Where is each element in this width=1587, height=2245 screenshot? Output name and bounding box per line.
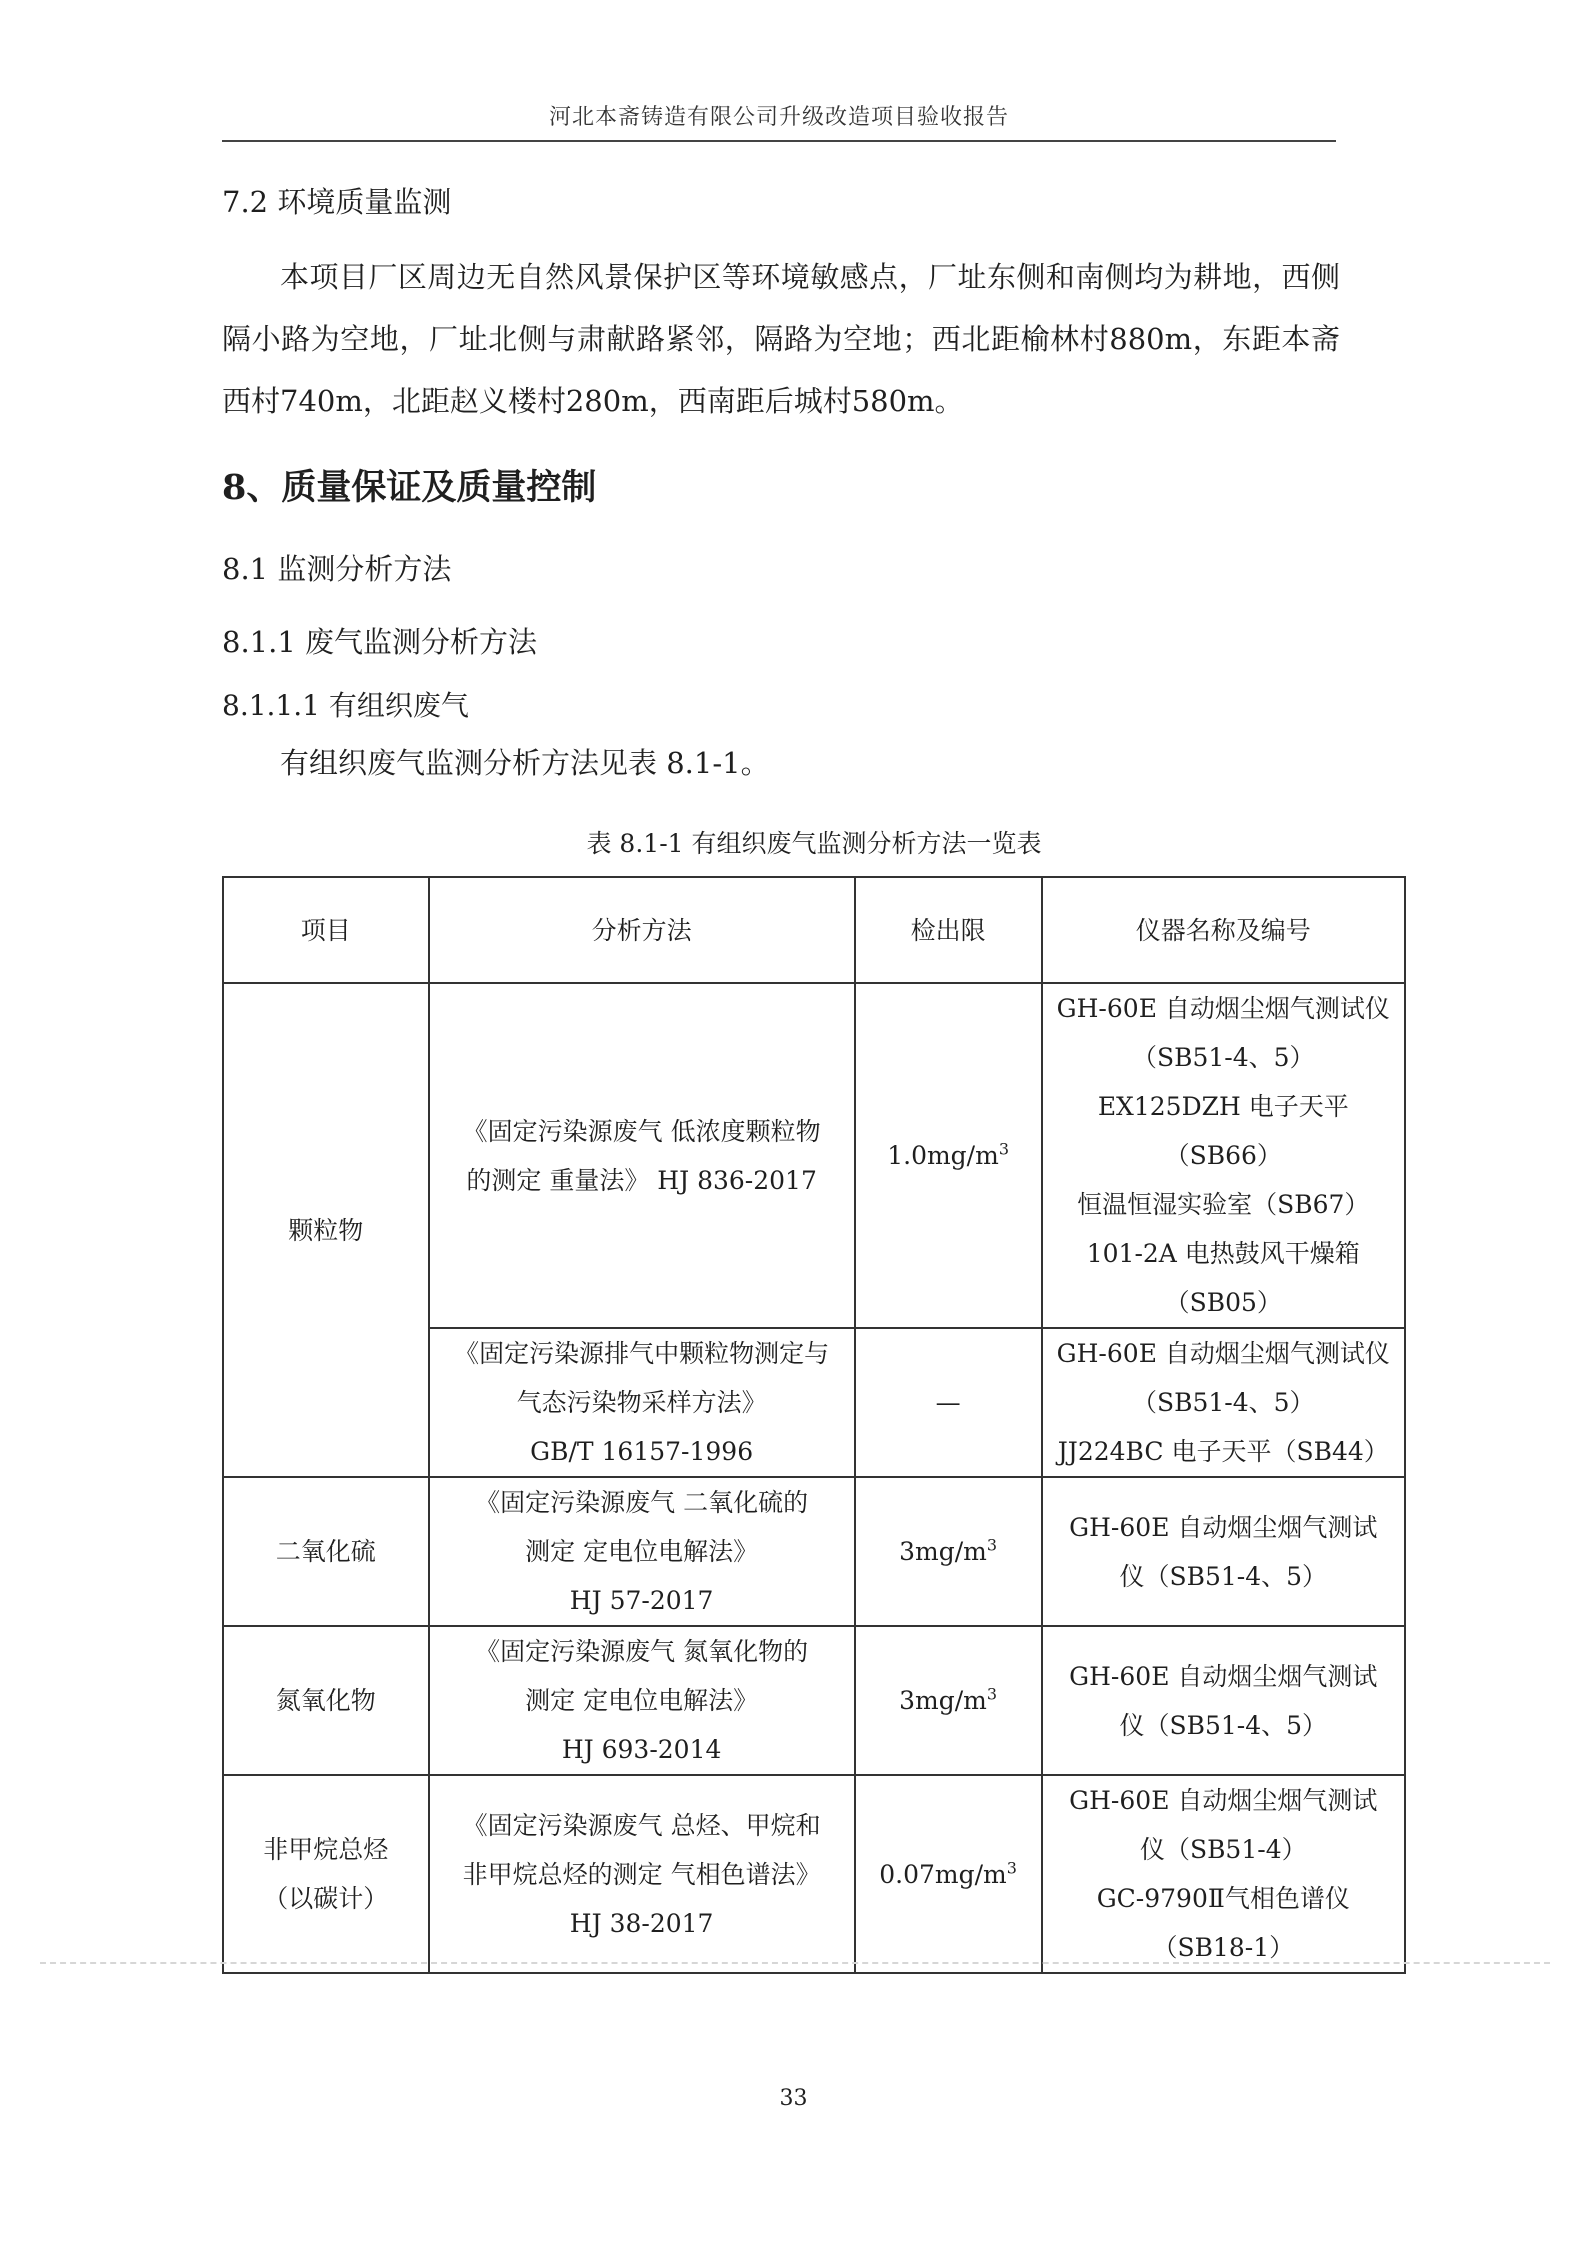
table-row bbox=[223, 1626, 1405, 1775]
method-line: HJ 693-2014 bbox=[561, 1735, 722, 1764]
limit-value: 3mg/m bbox=[899, 1537, 987, 1566]
limit-value: 1.0mg/m bbox=[887, 1141, 999, 1170]
instrument-line: GH-60E 自动烟尘烟气测试仪 bbox=[1056, 994, 1390, 1023]
cell-instruments bbox=[1042, 1775, 1405, 1973]
limit-exponent: 3 bbox=[998, 1139, 1010, 1159]
instrument-line: 仪（SB51-4） bbox=[1139, 1835, 1307, 1864]
method-line: 气态污染物采样方法》 bbox=[516, 1388, 767, 1417]
limit-value: 3mg/m bbox=[899, 1686, 987, 1715]
instrument-line: JJ224BC 电子天平（SB44） bbox=[1057, 1437, 1389, 1466]
running-header: 河北本斋铸造有限公司升级改造项目验收报告 bbox=[548, 105, 1009, 130]
header-item: 项目 bbox=[223, 877, 429, 983]
instrument-line: GH-60E 自动烟尘烟气测试 bbox=[1069, 1661, 1378, 1691]
table-caption: 表 8.1-1 有组织废气监测分析方法一览表 bbox=[586, 829, 1042, 858]
limit-exponent: 3 bbox=[1006, 1858, 1017, 1878]
cell-instruments bbox=[1042, 1328, 1405, 1477]
limit-value: 0.07mg/m bbox=[879, 1859, 1007, 1889]
section-8-1-1-title: 8.1.1 废气监测分析方法 bbox=[222, 625, 538, 659]
instrument-line: GH-60E 自动烟尘烟气测试 bbox=[1069, 1512, 1378, 1542]
section-8-1-title: 8.1 监测分析方法 bbox=[222, 552, 452, 586]
item-line: （以碳计） bbox=[263, 1884, 389, 1913]
section-8-1-1-1-paragraph: 有组织废气监测分析方法见表 8.1-1。 bbox=[280, 746, 770, 780]
method-line: 非甲烷总烃的测定 气相色谱法》 bbox=[462, 1859, 821, 1889]
cell-limit bbox=[855, 1626, 1042, 1775]
item-line: 非甲烷总烃 bbox=[263, 1835, 389, 1864]
cell-method bbox=[429, 1328, 855, 1477]
cell-method bbox=[429, 1775, 855, 1973]
cell-limit bbox=[855, 1775, 1042, 1973]
section-8-1-1-1-title: 8.1.1.1 有组织废气 bbox=[222, 689, 469, 722]
instrument-line: EX125DZH 电子天平（SB66） bbox=[1097, 1092, 1349, 1170]
method-line: 《固定污染源废气 低浓度颗粒物 bbox=[462, 1116, 821, 1146]
instrument-line: （SB51-4、5） bbox=[1131, 1043, 1315, 1072]
cell-limit bbox=[855, 983, 1042, 1328]
method-line: 《固定污染源废气 二氧化硫的 bbox=[475, 1488, 809, 1517]
table-row bbox=[223, 1477, 1405, 1626]
section-8-title: 8、质量保证及质量控制 bbox=[222, 467, 597, 508]
cell-method bbox=[429, 1626, 855, 1775]
instrument-line: GC-9790Ⅱ气相色谱仪 bbox=[1096, 1884, 1350, 1913]
cell-limit bbox=[855, 1477, 1042, 1626]
cell-instruments bbox=[1042, 1477, 1405, 1626]
instrument-line: 仪（SB51-4、5） bbox=[1119, 1561, 1328, 1591]
page-number: 33 bbox=[779, 2086, 808, 2111]
cell-item-particulate: 颗粒物 bbox=[223, 983, 429, 1477]
header-instruments: 仪器名称及编号 bbox=[1042, 877, 1405, 983]
instrument-line: （SB18-1） bbox=[1152, 1933, 1295, 1962]
instrument-line: 仪（SB51-4、5） bbox=[1119, 1710, 1328, 1740]
method-line: GB/T 16157-1996 bbox=[530, 1437, 754, 1466]
cell-item-so2: 二氧化硫 bbox=[223, 1477, 429, 1626]
instrument-line: 101-2A 电热鼓风干燥箱 bbox=[1086, 1239, 1360, 1268]
cell-method bbox=[429, 1477, 855, 1626]
cell-item-nmhc bbox=[223, 1775, 429, 1973]
scan-artifact-line bbox=[40, 1962, 1550, 1964]
limit-exponent: 3 bbox=[986, 1535, 998, 1555]
cell-instruments bbox=[1042, 1626, 1405, 1775]
instrument-line: GH-60E 自动烟尘烟气测试仪 bbox=[1056, 1339, 1390, 1368]
method-line: 的测定 重量法》 HJ 836-2017 bbox=[466, 1165, 817, 1195]
instrument-line: （SB05） bbox=[1164, 1288, 1282, 1317]
header-limit: 检出限 bbox=[855, 877, 1042, 983]
cell-item-nox: 氮氧化物 bbox=[223, 1626, 429, 1775]
limit-exponent: 3 bbox=[986, 1684, 998, 1704]
table-header-row bbox=[223, 877, 1405, 983]
instrument-line: GH-60E 自动烟尘烟气测试 bbox=[1069, 1786, 1378, 1815]
method-line: 《固定污染源排气中颗粒物测定与 bbox=[454, 1339, 830, 1368]
section-7-2-title: 7.2 环境质量监测 bbox=[222, 185, 452, 219]
method-line: 测定 定电位电解法》 bbox=[525, 1537, 759, 1566]
instrument-line: 恒温恒湿实验室（SB67） bbox=[1077, 1190, 1370, 1219]
header-rule bbox=[222, 140, 1336, 142]
method-line: 测定 定电位电解法》 bbox=[525, 1686, 759, 1715]
table-row bbox=[223, 1775, 1405, 1973]
section-7-2-paragraph: 本项目厂区周边无自然风景保护区等环境敏感点，厂址东侧和南侧均为耕地，西侧隔小路为空地，厂址北侧与肃献路紧邻，隔路为空地；西北距榆林村880m，东距本斋西村740m，北距赵义楼村280m，西南距后城村580m。 bbox=[222, 260, 1340, 418]
method-line: HJ 57-2017 bbox=[569, 1586, 714, 1615]
method-line: 《固定污染源废气 氮氧化物的 bbox=[475, 1637, 809, 1666]
table-row bbox=[223, 983, 1405, 1328]
cell-instruments bbox=[1042, 983, 1405, 1328]
method-line: 《固定污染源废气 总烃、甲烷和 bbox=[462, 1810, 821, 1840]
cell-limit: — bbox=[855, 1328, 1042, 1477]
method-line: HJ 38-2017 bbox=[569, 1908, 714, 1938]
methods-table bbox=[222, 876, 1406, 1974]
header-method: 分析方法 bbox=[429, 877, 855, 983]
cell-method bbox=[429, 983, 855, 1328]
instrument-line: （SB51-4、5） bbox=[1131, 1388, 1315, 1417]
